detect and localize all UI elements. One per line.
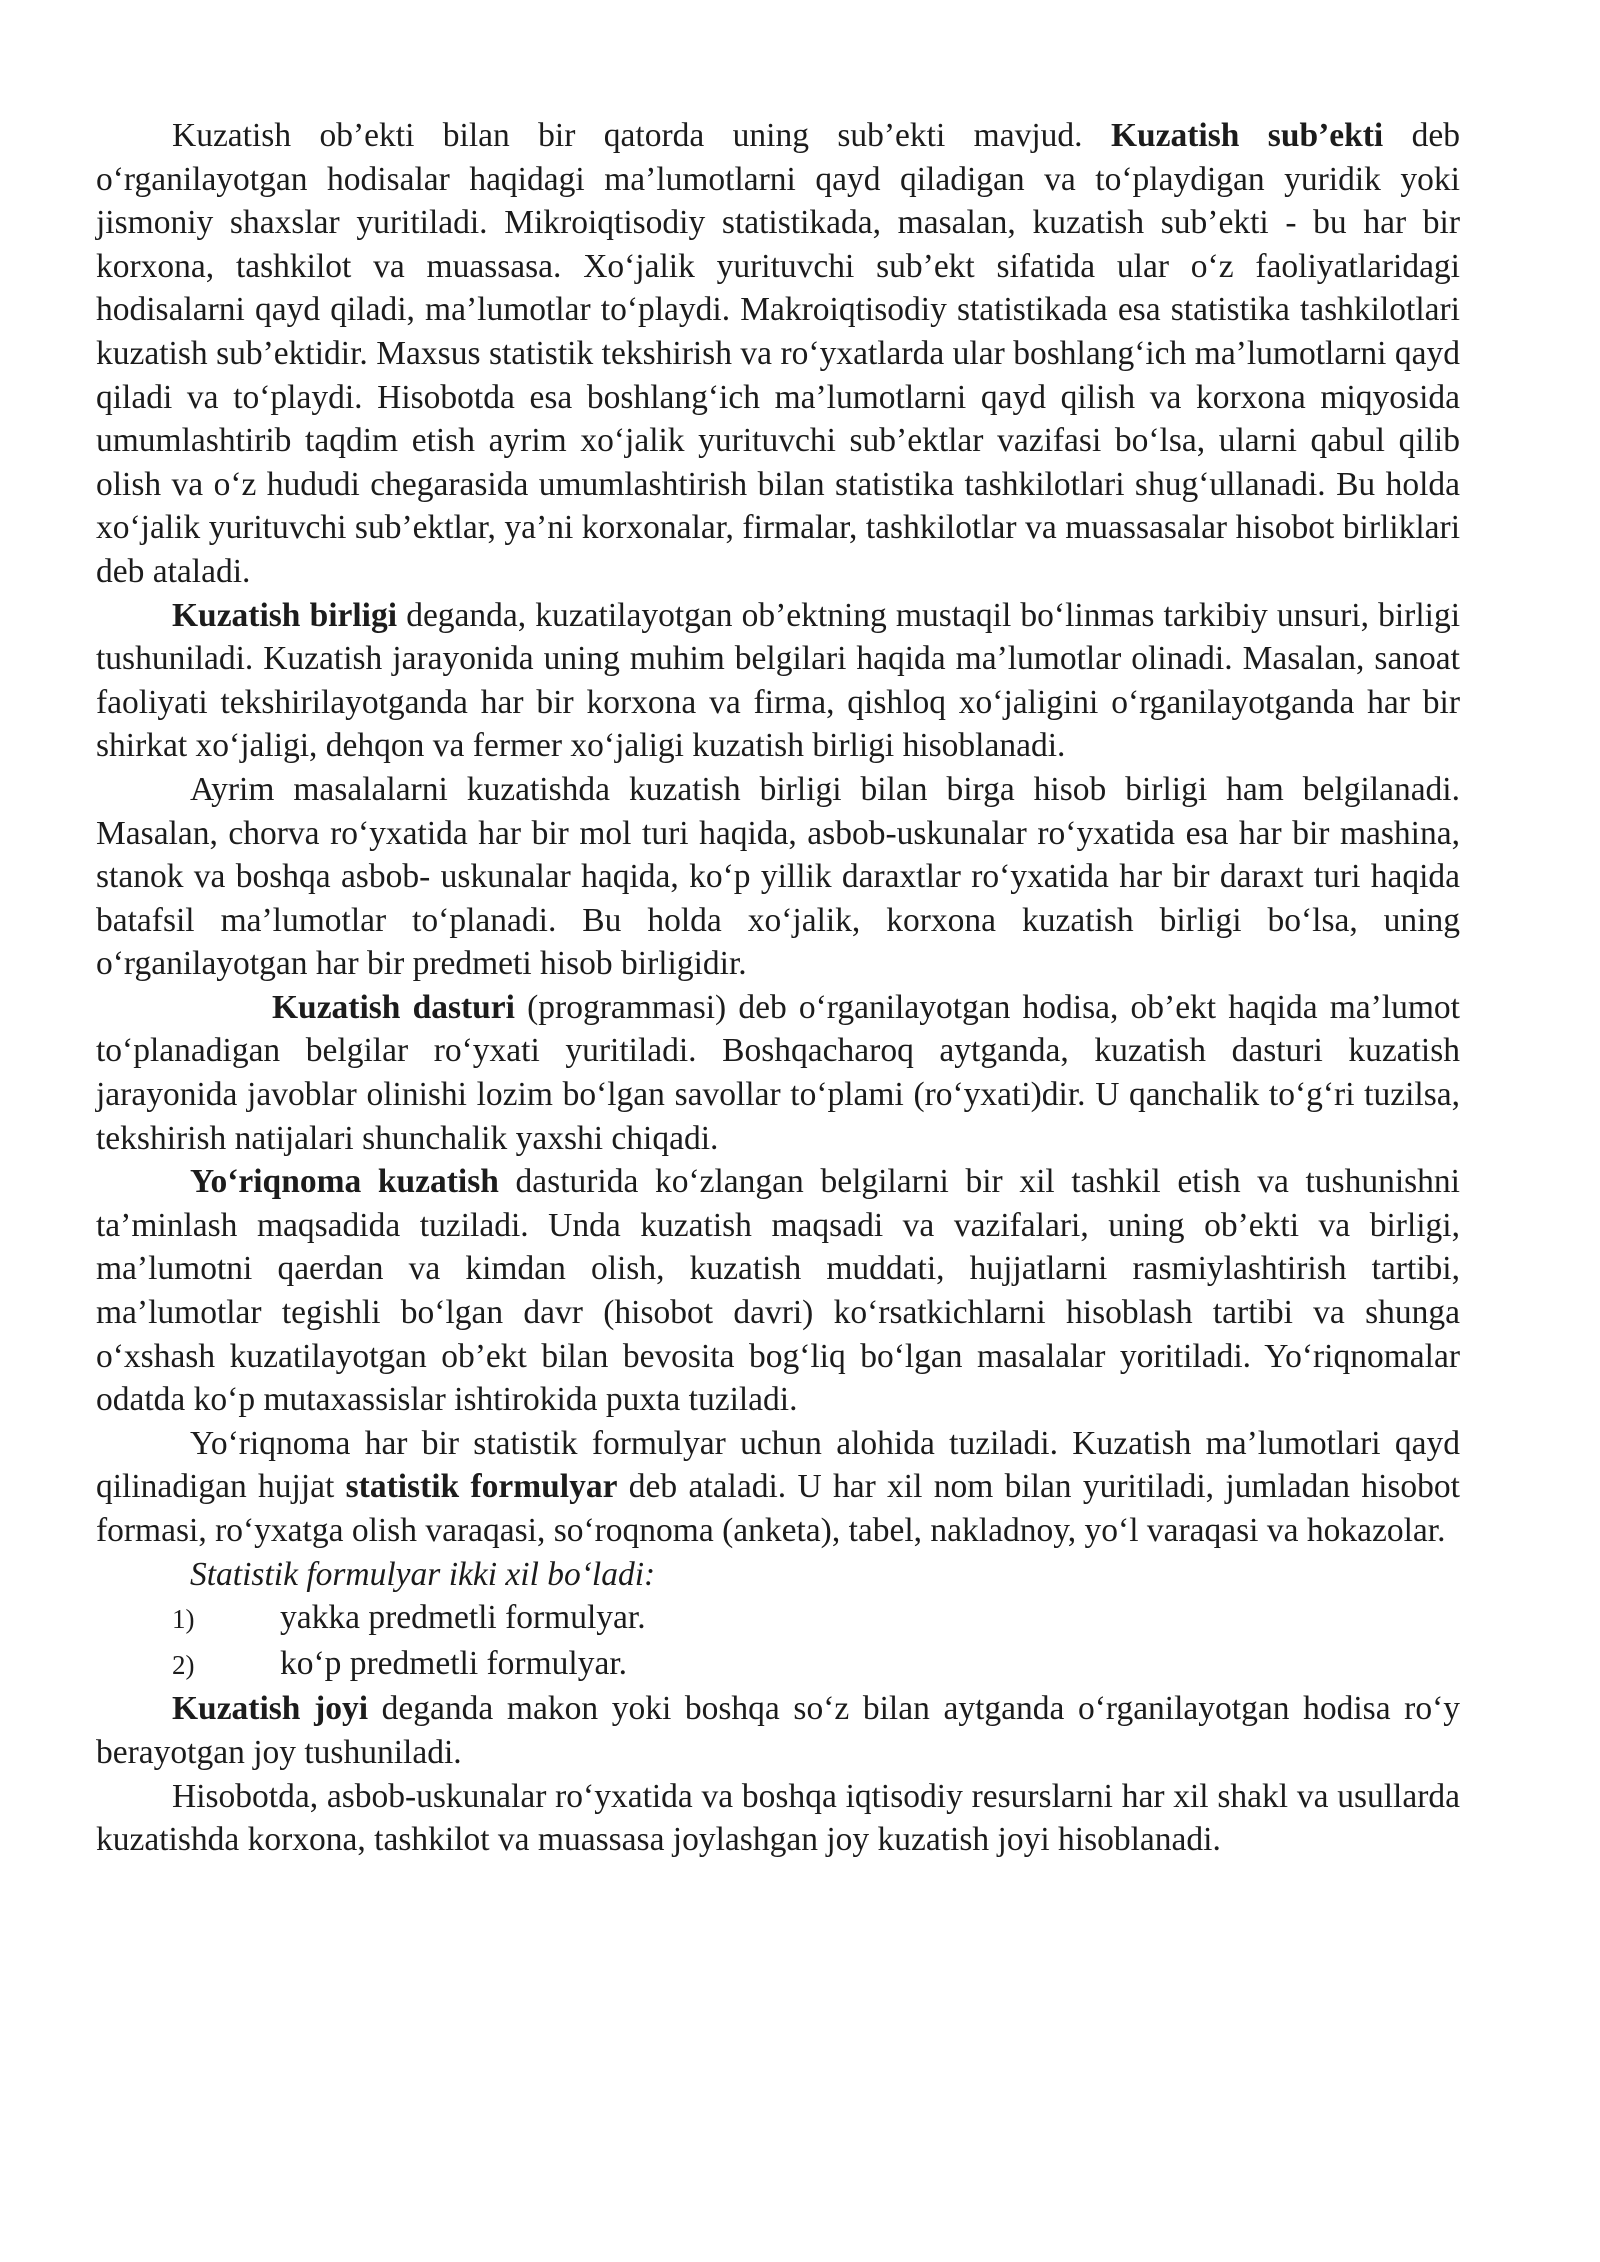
term-kuzatish-joyi: Kuzatish joyi <box>172 1690 369 1728</box>
text-run: dasturida ko‘zlangan belgilarni bir xil tashkil etish va tushunishni ta’minlash maqsadida tuziladi. Unda kuzatish maqsadi va vazifalari, uning ob’ekti va birligi, ma’lumotni qaerdan va kimdan olish, kuzatish muddati, hujjatlarni rasmiylashtirish tartibi, ma’lumotlar tegishli bo‘lgan davr (hisobot davri) ko‘rsatkichlarni hisoblash tartibi va shunga o‘xshash kuzatilayotgan ob’ekt bilan bevosita bog‘liq bo‘lgan masalalar yoritiladi. Yo‘riqnomalar odatda ko‘p mutaxassislar ishtirokida puxta tuziladi. <box>96 1163 1460 1419</box>
term-kuzatish-subekti: Kuzatish sub’ekti <box>1110 117 1384 154</box>
text-run: Kuzatish ob’ekti bilan bir qatorda uning sub’ekti mavjud. <box>172 117 1111 154</box>
list-number: 2) <box>172 1649 195 1680</box>
term-kuzatish-dasturi: Kuzatish dasturi <box>272 988 515 1026</box>
list-item <box>96 1642 1460 1688</box>
text-run: Ayrim masalalarni kuzatishda kuzatish birligi bilan birga hisob birligi ham belgilanadi. Masalan, chorva ro‘yxatida har bir mol turi haqida, asbob-uskunalar ro‘yxatida esa har bir mashina, stanok va boshqa asbob- uskunalar haqida, ko‘p yillik daraxtlar ro‘yxatida har bir daraxt turi haqida batafsil ma’lumotlar to‘planadi. Bu holda xo‘jalik, korxona kuzatish birligi bo‘lsa, uning o‘rganilayotgan har bir predmeti hisob birligidir. <box>96 770 1460 983</box>
paragraph-observation-unit <box>96 594 1460 768</box>
term-kuzatish-birligi: Kuzatish birligi <box>172 596 398 634</box>
paragraph-instruction <box>96 1160 1460 1422</box>
list-text: ko‘p predmetli formulyar. <box>280 1644 628 1682</box>
text-run: Yo‘riqnoma har bir statistik formulyar uchun alohida tuziladi. Kuzatish ma’lumotlari qayd qilinadigan hujjat <box>96 1424 1460 1506</box>
list-text: yakka predmetli formulyar. <box>280 1599 646 1637</box>
text-run: Statistik formulyar ikki xil bo‘ladi: <box>190 1555 656 1593</box>
text-run: deb ataladi. U har xil nom bilan yuritiladi, jumladan hisobot formasi, ro‘yxatga olish varaqasi, so‘roqnoma (anketa), tabel, nakladnoy, yo‘l varaqasi va hokazolar. <box>96 1468 1460 1549</box>
paragraph-observation-subject <box>96 114 1460 594</box>
paragraph-observation-program <box>96 986 1460 1160</box>
paragraph-statistical-form <box>96 1422 1460 1553</box>
paragraph-accounting-unit <box>96 768 1460 986</box>
paragraph-reporting-place <box>96 1775 1460 1862</box>
term-statistik-formulyar: statistik formulyar <box>345 1468 618 1506</box>
paragraph-observation-place <box>96 1687 1460 1774</box>
text-run: deganda makon yoki boshqa so‘z bilan aytganda o‘rganilayotgan hodisa ro‘y berayotgan joy tushuniladi. <box>96 1690 1460 1771</box>
paragraph-form-types-heading <box>96 1553 1460 1597</box>
text-run: Hisobotda, asbob-uskunalar ro‘yxatida va boshqa iqtisodiy resurslarni har xil shakl va usullarda kuzatishda korxona, tashkilot va muassasa joylashgan joy kuzatish joyi hisoblanadi. <box>96 1777 1460 1859</box>
list-number: 1) <box>172 1604 195 1635</box>
text-run: deb o‘rganilayotgan hodisalar haqidagi ma’lumotlarni qayd qiladigan va to‘playdigan yuridik yoki jismoniy shaxslar yuritiladi. Mikroiqtisodiy statistikada, masalan, kuzatish sub’ekti - bu har bir korxona, tashkilot va muassasa. Xo‘jalik yurituvchi sub’ekt sifatida ular o‘z faoliyatlaridagi hodisalarni qayd qiladi, ma’lumotlar to‘playdi. Makroiqtisodiy statistikada esa statistika tashkilotlari kuzatish sub’ektidir. Maxsus statistik tekshirish va ro‘yxatlarda ular boshlang‘ich ma’lumotlarni qayd qiladi va to‘playdi. Hisobotda esa boshlang‘ich ma’lumotlarni qayd qilish va korxona miqyosida umumlashtirib taqdim etish ayrim xo‘jalik yurituvchi sub’ektlar vazifasi bo‘lsa, ularni qabul qilib olish va o‘z hududi chegarasida umumlashtirish bilan statistika tashkilotlari shug‘ullanadi. Bu holda xo‘jalik yurituvchi sub’ektlar, ya’ni korxonalar, firmalar, tashkilotlar va muassasalar hisobot birliklari deb ataladi. <box>96 117 1460 590</box>
term-yoriqnoma-kuzatish: Yo‘riqnoma kuzatish <box>190 1163 499 1201</box>
text-run: deganda, kuzatilayotgan ob’ektning mustaqil bo‘linmas tarkibiy unsuri, birligi tushuniladi. Kuzatish jarayonida uning muhim belgilari haqida ma’lumotlar olinadi. Masalan, sanoat faoliyati tekshirilayotganda har bir korxona va firma, qishloq xo‘jaligini o‘rganilayotganda har bir shirkat xo‘jaligi, dehqon va fermer xo‘jaligi kuzatish birligi hisoblanadi. <box>96 596 1461 765</box>
text-run: (programmasi) deb o‘rganilayotgan hodisa, ob’ekt haqida ma’lumot to‘planadigan belgilar ro‘yxati yuritiladi. Boshqacharoq aytganda, kuzatish dasturi kuzatish jarayonida javoblar olinishi lozim bo‘lgan savollar to‘plami (ro‘yxati)dir. U qanchalik to‘g‘ri tuzilsa, tekshirish natijalari shunchalik yaxshi chiqadi. <box>96 988 1460 1157</box>
list-item <box>96 1596 1460 1642</box>
